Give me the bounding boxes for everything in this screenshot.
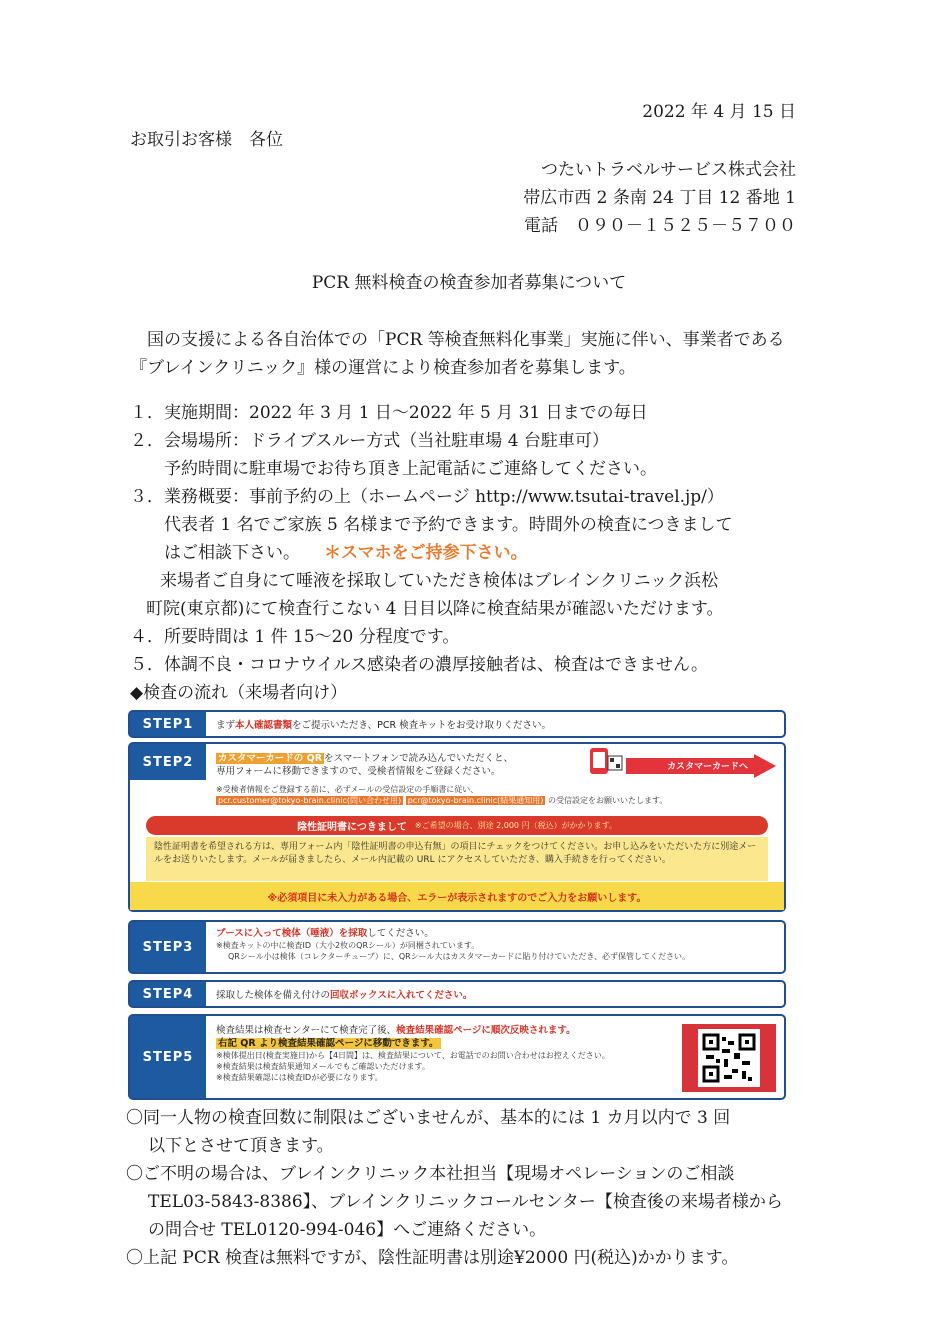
step5-tag: STEP5 [130, 1016, 206, 1098]
qr-code-icon [702, 1033, 756, 1083]
step2-text: カスタマーカードの QR をスマートフォンで読み込んでいただくと、 専用フォームに移動できますので、受検者情報をご登録ください。 [216, 753, 514, 777]
step1-panel [128, 710, 786, 738]
step2-tag: STEP2 [130, 744, 206, 780]
list-item-continued: 町院(東京都)にて検査行こない 4 日目以降に検査結果が確認いただけます。 [146, 599, 724, 619]
list-item: ２． 会場場所：ドライブスルー方式（当社駐車場 4 台駐車可） [130, 431, 609, 451]
note-line: 〇ご不明の場合は、ブレインクリニック本社担当【現場オペレーションのご相談 [126, 1164, 735, 1184]
list-item-continued: 来場者ご自身にて唾液を採取していただき検体はブレインクリニック浜松 [160, 571, 719, 591]
note-line: 〇上記 PCR 検査は無料ですが、陰性証明書は別途¥2000 円(税込)かかります。 [126, 1248, 739, 1268]
flow-title: ◆検査の流れ（来場者向け） [130, 683, 348, 703]
list-item: ４． 所要時間は 1 件 15～20 分程度です。 [130, 627, 460, 647]
step4-tag: STEP4 [130, 982, 206, 1006]
negative-certificate-note: 陰性証明書を希望される方は、専用フォーム内「陰性証明書の申込有無」の項目にチェックをつけてください。お申し込みをいただいた方に別途メールをお送りいたします。メールが届きましたら、メール内記載の URL にアクセスしていただき、購入手続きを行ってください。 [146, 837, 768, 881]
note-line: 〇同一人物の検査回数に制限はございませんが、基本的には 1 カ月以内で 3 回 [126, 1108, 731, 1128]
date: 2022 年 4 月 15 日 [642, 102, 796, 122]
negative-certificate-pill: 陰性証明書につきまして ※ご希望の場合、別途 2,000 円（税込）がかかります。 [146, 816, 768, 835]
result-qr-code[interactable] [682, 1024, 776, 1092]
step4-text: 採取した検体を備え付けの回収ボックスに入れてください。 [216, 990, 473, 1001]
company-phone: 電話 ０９０－１５２５－５７００ [524, 216, 796, 236]
required-fields-warning: ※必須項目に未入力がある場合、エラーが表示されますのでご入力をお願いします。 [130, 882, 784, 910]
item-list [130, 399, 810, 707]
company-name: つたいトラベルサービス株式会社 [541, 160, 796, 180]
step3-panel [128, 920, 786, 974]
step1-tag: STEP1 [130, 712, 206, 736]
list-item-continued: 予約時間に駐車場でお待ち頂き上記電話にご連絡してください。 [164, 459, 657, 479]
intro-paragraph: 国の支援による各自治体での「PCR 等検査無料化事業」実施に伴い、事業者である『ブレインクリニック』様の運営により検査参加者を募集します。 [130, 330, 785, 378]
step5-text: 検査結果は検査センターにて検査完了後、検査結果確認ページに順次反映されます。 右記 QR より検査結果確認ページに移動できます。 ※検体提出日(検査実施日)から【4日間】は、検査結果について、お電話でのお問い合わせはお控えください。 ※検査結果は検査結果通知メールでもご確認いただけます。 ※検査結果確認には検査IDが必要になります。 [216, 1025, 610, 1082]
note-line: 以下とさせて頂きます。 [148, 1136, 334, 1156]
list-item: ５． 体調不良・コロナウイルス感染者の濃厚接触者は、検査はできません。 [130, 655, 708, 675]
step3-tag: STEP3 [130, 922, 206, 972]
list-item-continued: 代表者 1 名でご家族 5 名様まで予約できます。時間外の検査につきまして [164, 515, 733, 535]
step1-text: まず本人確認書類をご提示いただき、PCR 検査キットをお受け取りください。 [216, 720, 551, 731]
note-line: の問合せ TEL0120-994-046】へご連絡ください。 [148, 1220, 547, 1240]
document-title: PCR 無料検査の検査参加者募集について [311, 273, 627, 293]
step5-panel [128, 1014, 786, 1100]
recipient: お取引お客様 各位 [130, 130, 283, 150]
list-item-continued: はご相談下さい。 ＊スマホをご持参下さい。 [130, 539, 810, 567]
step2-panel [128, 742, 786, 912]
bring-smartphone-note: ＊スマホをご持参下さい。 [324, 543, 528, 563]
step2-mail-note: ※受検者情報をご登録する前に、必ずメールの受信設定の手順書に従い、 pcr.customer@tokyo-brain.clinic(問い合わせ用) pcr@tokyo-brain.clinic(結果通知用) の受信設定をお願いいたします。 [216, 785, 668, 805]
step3-text: ブースに入って検体（唾液）を採取してください。 ※検査キットの中に検査ID（大小2枚のQRシール）が同梱されています。 QRシール小は検体（コレクターチューブ）に、QRシール大はカスタマーカードに貼り付けていただき、必ず保管してください。 [216, 928, 691, 961]
note-line: TEL03-5843-8386】、ブレインクリニックコールセンター【検査後の来場者様から [148, 1192, 783, 1212]
list-item: ３． 業務概要：事前予約の上（ホームページ http://www.tsutai-travel.jp/） [130, 487, 724, 507]
customer-card-arrow-label: カスタマーカードへ [667, 762, 748, 772]
notes-section [126, 1104, 816, 1272]
list-item: １． 実施期間：2022 年 3 月 1 日～2022 年 5 月 31 日までの毎日 [130, 403, 648, 423]
smartphone-qr-icon [586, 746, 626, 776]
sender-block [523, 156, 796, 240]
step4-panel [128, 980, 786, 1008]
company-address: 帯広市西 2 条南 24 丁目 12 番地 1 [523, 188, 796, 208]
